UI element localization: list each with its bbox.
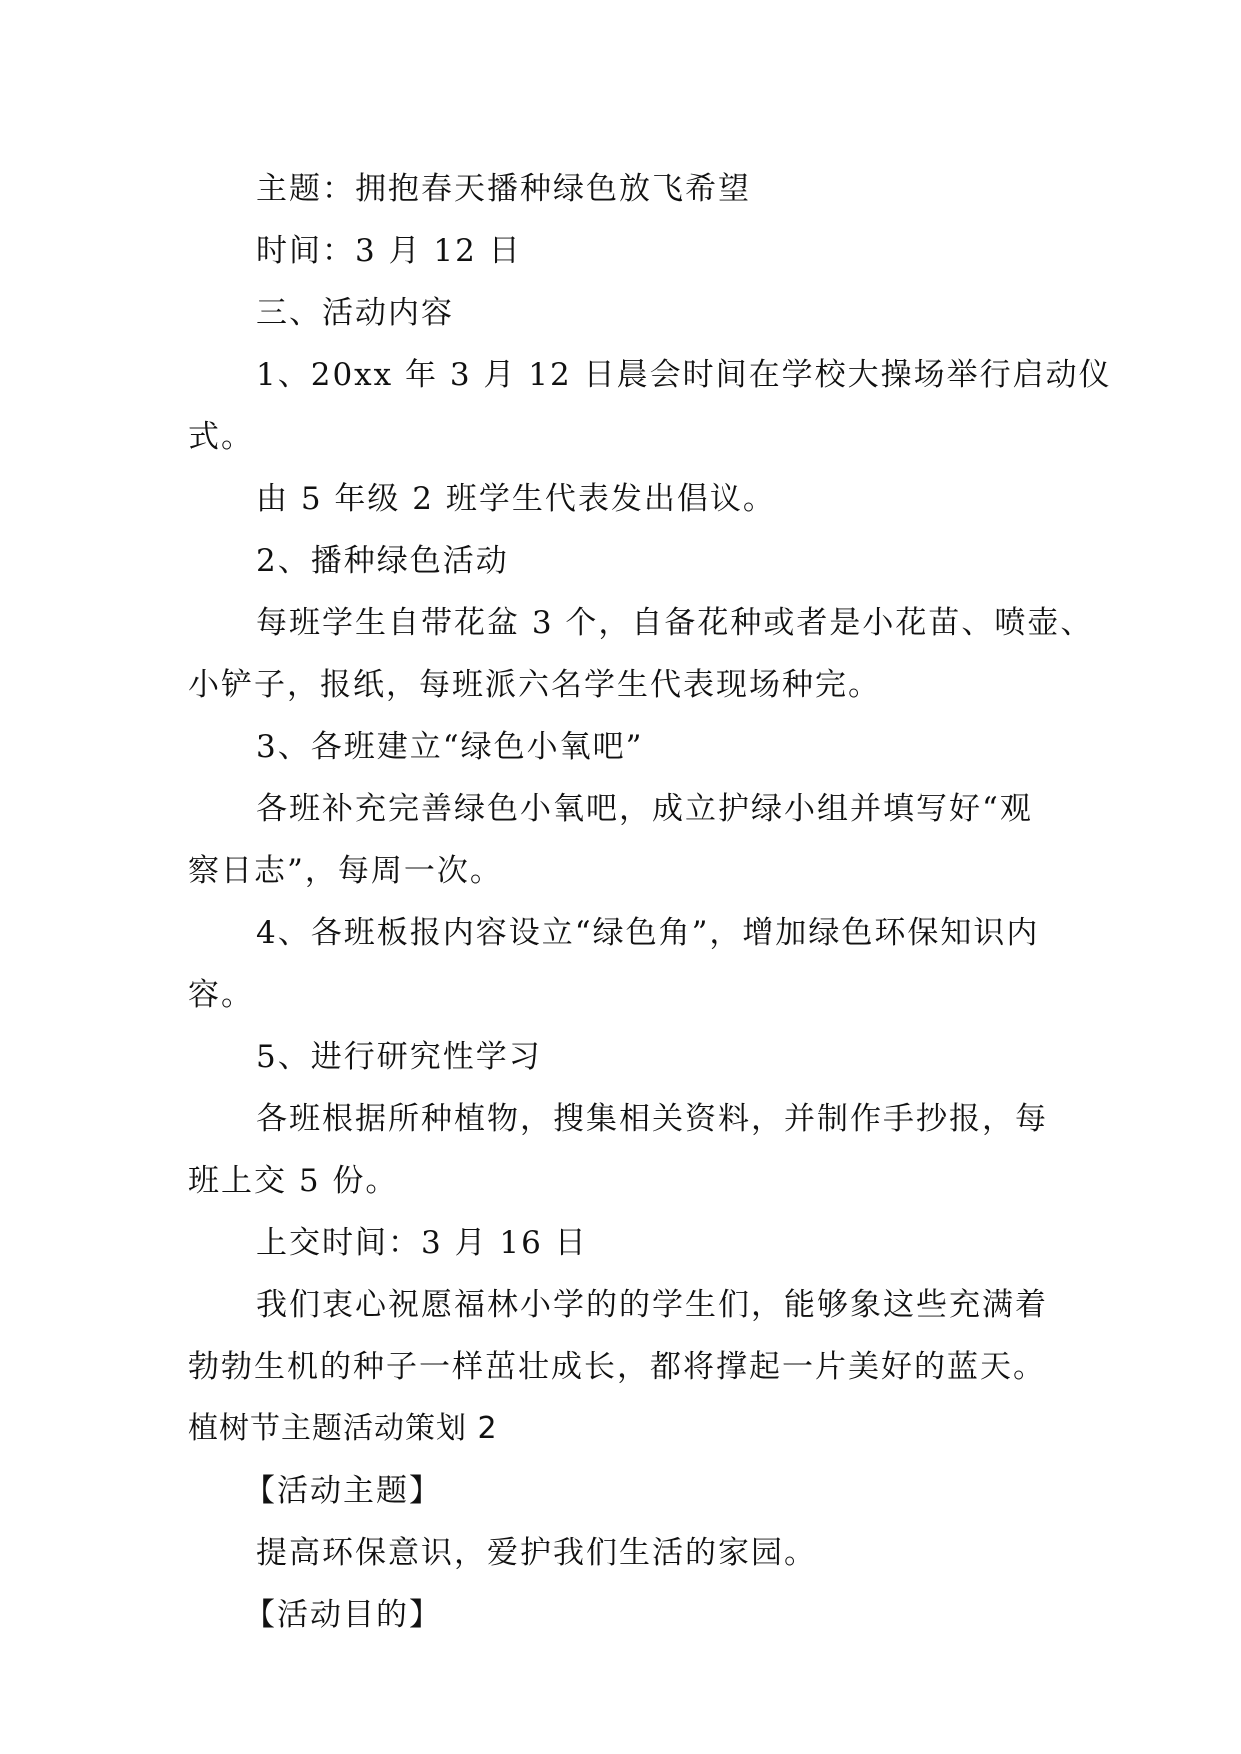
- paragraph-line: 式。: [188, 419, 254, 455]
- paragraph-line: 由 5 年级 2 班学生代表发出倡议。: [256, 481, 776, 517]
- paragraph-line: 各班补充完善绿色小氧吧，成立护绿小组并填写好“观: [256, 791, 1033, 827]
- item-heading: 2、播种绿色活动: [256, 543, 509, 579]
- paragraph-line: 班上交 5 份。: [188, 1163, 399, 1199]
- document-body: [188, 158, 1112, 1646]
- paragraph-line: 我们衷心祝愿福林小学的的学生们，能够象这些充满着: [256, 1287, 1048, 1323]
- item-heading: 4、各班板报内容设立“绿色角”，增加绿色环保知识内: [256, 915, 1040, 951]
- paragraph-line: 1、20xx 年 3 月 12 日晨会时间在学校大操场举行启动仪: [256, 357, 1112, 393]
- bracket-heading-activity-theme: 【活动主题】: [244, 1473, 442, 1509]
- paragraph-line: 察日志”，每周一次。: [188, 853, 503, 889]
- paragraph-line: 提高环保意识，爱护我们生活的家园。: [256, 1535, 817, 1571]
- theme-line: 主题：拥抱春天播种绿色放飞希望: [256, 171, 751, 207]
- time-line: 时间：3 月 12 日: [256, 233, 522, 269]
- item-heading: 3、各班建立“绿色小氧吧”: [256, 729, 644, 765]
- bracket-heading-activity-purpose: 【活动目的】: [244, 1597, 442, 1633]
- paragraph-line: 各班根据所种植物，搜集相关资料，并制作手抄报，每: [256, 1101, 1048, 1137]
- paragraph-line: 容。: [188, 977, 254, 1013]
- section-heading-activity-content: 三、活动内容: [256, 295, 454, 331]
- paragraph-line: 勃勃生机的种子一样茁壮成长，都将撑起一片美好的蓝天。: [188, 1349, 1046, 1385]
- document-section-title: 植树节主题活动策划 2: [188, 1411, 498, 1446]
- paragraph-line: 小铲子，报纸，每班派六名学生代表现场种完。: [188, 667, 881, 703]
- paragraph-line: 上交时间：3 月 16 日: [256, 1225, 588, 1261]
- item-heading: 5、进行研究性学习: [256, 1039, 542, 1075]
- paragraph-line: 每班学生自带花盆 3 个，自备花种或者是小花苗、喷壶、: [256, 605, 1094, 641]
